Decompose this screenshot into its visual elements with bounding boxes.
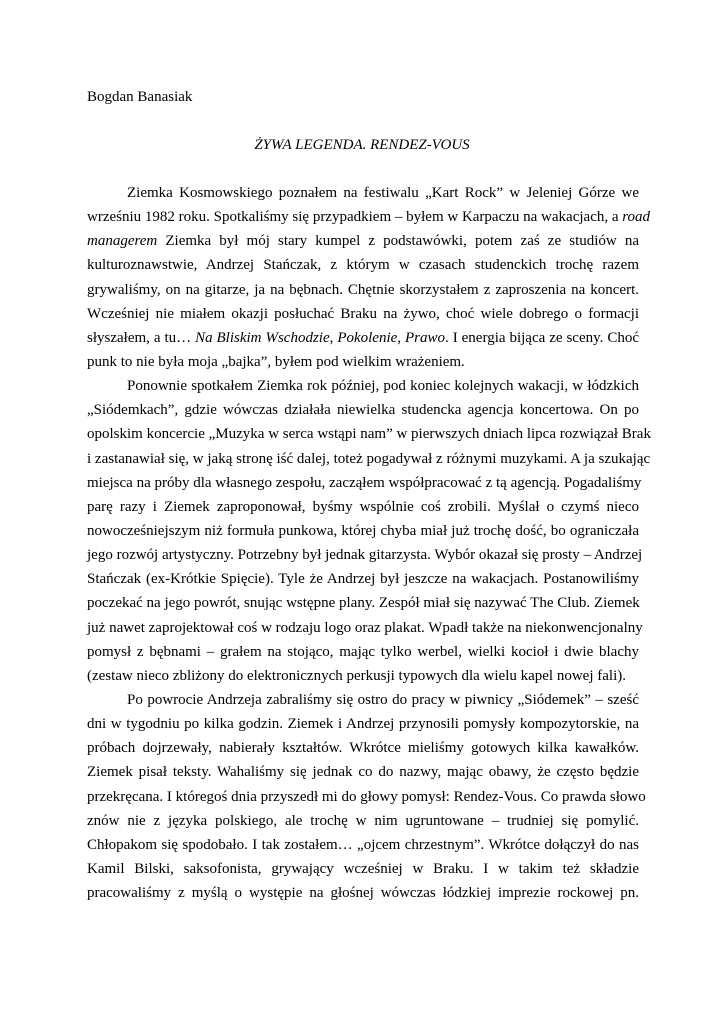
text-segment: punk to nie była moja „bajka”, byłem pod wielkim wrażeniem. [87, 353, 465, 370]
text-segment: znów nie z języka polskiego, ale trochę w nim ugruntowane – trudniej się pomylić. [87, 812, 639, 829]
text-line [87, 712, 639, 736]
text-segment: grywaliśmy, on na gitarze, ja na bębnach. Chętnie skorzystałem z zaproszenia na koncert. [87, 281, 639, 298]
italic-text: road [622, 209, 651, 226]
text-segment: Ziemka był mój stary kumpel z podstawówki, potem zaś ze studiów na [157, 233, 639, 250]
text-line [87, 326, 639, 350]
text-segment: już nawet zaprojektował coś w rodzaju logo oraz plakat. Wpadł także na niekonwencjonalny [87, 619, 643, 636]
text-line [87, 205, 651, 229]
text-segment: wrześniu 1982 roku. Spotkaliśmy się przypadkiem – byłem w Karpaczu na wakacjach, a [87, 209, 623, 226]
text-line [87, 785, 646, 809]
text-line [87, 229, 639, 253]
text-line [87, 278, 639, 302]
text-segment: próbach dojrzewały, nabierały kształtów. Wkrótce mieliśmy gotowych kilka kawałków. [87, 740, 639, 757]
text-line [87, 495, 639, 519]
text-line [87, 857, 639, 881]
text-segment: , [397, 329, 405, 346]
text-segment: pomysł z bębnami – grałem na stojąco, mając tylko werbel, wielki kocioł i dwie blachy [87, 643, 639, 660]
text-line [87, 591, 639, 615]
text-segment: Ziemka Kosmowskiego poznałem na festiwalu „Kart Rock” w Jeleniej Górze we [127, 185, 639, 201]
text-line [87, 833, 639, 857]
text-line [87, 447, 651, 471]
text-line [87, 881, 639, 905]
text-line [87, 760, 639, 784]
text-segment: słyszałem, a tu… [87, 329, 196, 346]
text-segment: Wcześniej nie miałem okazji posłuchać Braku na żywo, choć wiele dobrego o formacji [87, 305, 639, 322]
text-segment: parę razy i Ziemek zaproponował, byśmy wspólnie coś zrobili. Myślał o czymś nieco [87, 498, 639, 515]
author-name: Bogdan Banasiak [87, 89, 193, 105]
text-segment: (zestaw nieco zbliżony do elektronicznych perkusji typowych dla wielu kapel nowej fali). [87, 667, 626, 684]
document-body [87, 181, 651, 905]
text-line [87, 616, 643, 640]
text-segment: jego rozwój artystyczny. Potrzebny był jednak gitarzysta. Wybór okazał się prosty – Andrzej [87, 547, 643, 564]
text-line [87, 519, 639, 543]
text-line [87, 374, 639, 398]
text-line [87, 253, 639, 277]
italic-text: Prawo [405, 329, 446, 346]
text-line [87, 736, 639, 760]
text-segment: nowocześniejszym niż formuła punkowa, której chyba miał już trochę dość, bo ograniczała [87, 522, 639, 539]
text-segment: poczekać na jego powrót, snując wstępne plany. Zespół miał się nazywać The Club. Ziemek [87, 595, 640, 612]
text-segment: Chłopakom się spodobało. I tak zostałem… „ojcem chrzestnym”. Wkrótce dołączył do nas [87, 836, 639, 853]
paragraph [87, 181, 651, 374]
text-segment: . I energia bijąca ze sceny. Choć [445, 329, 640, 346]
text-segment: „Siódemkach”, gdzie wówczas działała niewielka studencka agencja koncertowa. On po [87, 402, 639, 419]
text-segment: opolskim koncercie „Muzyka w serca wstąpi nam” w pierwszych dniach lipca rozwiązał Brak [87, 426, 651, 443]
text-segment: przekręcana. I któregoś dnia przyszedł mi do głowy pomysł: Rendez-Vous. Co prawda słowo [87, 788, 646, 805]
text-segment: Ponownie spotkałem Ziemka rok później, pod koniec kolejnych wakacji, w łódzkich [127, 378, 639, 395]
text-line [87, 181, 639, 205]
text-segment: Stańczak (ex-Krótkie Spięcie). Tyle że Andrzej był jeszcze na wakacjach. Postanowiliśmy [87, 571, 639, 588]
text-line [87, 350, 639, 374]
text-line [87, 422, 651, 446]
paragraph [87, 374, 651, 688]
document-title: ŻYWA LEGENDA. RENDEZ-VOUS [254, 137, 470, 153]
text-line [87, 640, 639, 664]
text-segment: dni w tygodniu po kilka godzin. Ziemek i Andrzej przynosili pomysły kompozytorskie, na [87, 716, 639, 733]
text-line [87, 543, 643, 567]
text-segment: i zastanawiał się, w jaką stronę iść dalej, toteż pogadywał z różnymi muzykami. A ja szukając [87, 450, 651, 467]
text-line [87, 471, 642, 495]
text-line [87, 809, 639, 833]
text-segment: pracowaliśmy z myślą o występie na głośnej wówczas łódzkiej imprezie rockowej pn. [87, 885, 639, 902]
text-line [87, 398, 639, 422]
italic-text: Na Bliskim Wschodzie [195, 329, 330, 346]
text-line [87, 302, 639, 326]
italic-text: Pokolenie [337, 329, 398, 346]
text-line [87, 688, 639, 712]
text-segment: Po powrocie Andrzeja zabraliśmy się ostro do pracy w piwnicy „Siódemek” – sześć [127, 691, 639, 708]
text-segment: , [329, 329, 338, 346]
text-line [87, 567, 639, 591]
text-segment: Kamil Bilski, saksofonista, grywający wcześniej w Braku. I w takim też składzie [87, 860, 639, 877]
text-segment: kulturoznawstwie, Andrzej Stańczak, z którym w czasach studenckich trochę razem [87, 257, 639, 274]
paragraph [87, 688, 646, 905]
text-line [87, 664, 639, 688]
italic-text: managerem [87, 233, 158, 250]
text-segment: miejsca na próby dla własnego zespołu, zacząłem współpracować z tą agencją. Pogadaliśmy [87, 474, 642, 491]
text-segment: Ziemek pisał teksty. Wahaliśmy się jednak co do nazwy, mając obawy, że często będzie [87, 764, 639, 781]
